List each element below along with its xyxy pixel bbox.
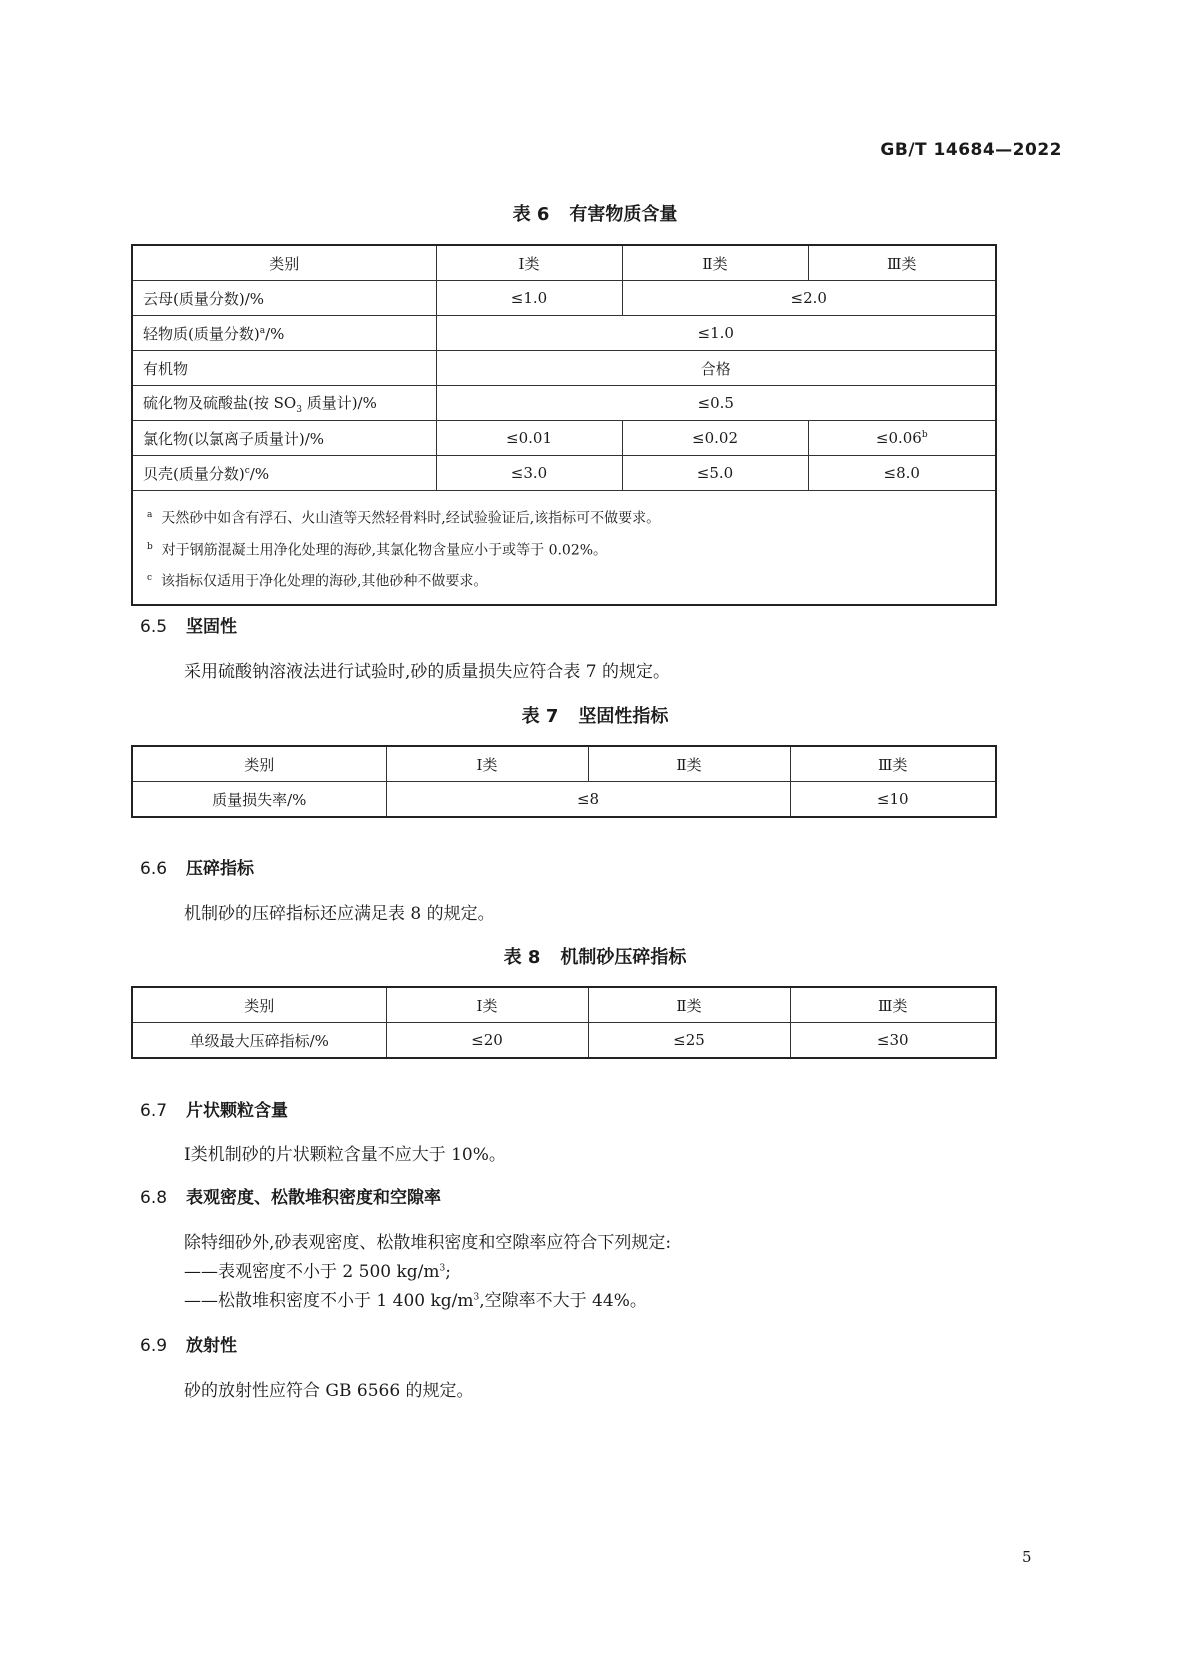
- table7-caption-title: 坚固性指标: [578, 706, 669, 727]
- section-6-8-item-2: [184, 1286, 647, 1311]
- table6-chloride-class3-value: ≤0.06: [875, 429, 922, 447]
- footnote-ref-b: b: [921, 430, 928, 440]
- table8-caption: [0, 943, 1190, 969]
- footnote-ref-a: a: [259, 325, 266, 336]
- section-6-9-number: 6.9: [140, 1336, 168, 1356]
- table8-row-crushing: [132, 1023, 996, 1059]
- table6-chloride-class1: ≤0.01: [436, 421, 622, 456]
- table8-crushing-class1: ≤20: [386, 1023, 588, 1059]
- table7-header-class2: Ⅱ类: [588, 746, 790, 782]
- table6-light-value: ≤1.0: [436, 316, 996, 351]
- footnote-a-text: 天然砂中如含有浮石、火山渣等天然轻骨料时,经试验验证后,该指标可不做要求。: [161, 510, 661, 527]
- table6-row-organic: [132, 351, 996, 386]
- standard-code: GB/T 14684—2022: [880, 140, 1062, 160]
- section-6-5-number: 6.5: [140, 617, 168, 637]
- table7-caption: [0, 702, 1190, 728]
- section-6-8-item-1-text: ——表观密度不小于 2 500 kg/m: [184, 1262, 440, 1282]
- table6-row-light-matter: [132, 316, 996, 351]
- table8-crushing-label: 单级最大压碎指标/%: [132, 1023, 386, 1059]
- section-6-6-title: 压碎指标: [186, 859, 254, 879]
- footnote-c: [147, 564, 983, 596]
- table6-row-shell: [132, 456, 996, 491]
- table6: [131, 244, 997, 606]
- section-6-8-title: 表观密度、松散堆积密度和空隙率: [186, 1188, 441, 1208]
- section-6-6-number: 6.6: [140, 859, 168, 879]
- section-6-6-text: 机制砂的压碎指标还应满足表 8 的规定。: [184, 904, 495, 924]
- table6-shell-class1: ≤3.0: [436, 456, 622, 491]
- table8-header-category: 类别: [132, 987, 386, 1023]
- section-6-8-text: 除特细砂外,砂表观密度、松散堆积密度和空隙率应符合下列规定:: [184, 1233, 672, 1253]
- table8-header-row: [132, 987, 996, 1023]
- footnote-b-text: 对于钢筋混凝土用净化处理的海砂,其氯化物含量应小于或等于 0.02%。: [161, 542, 608, 559]
- section-6-5-text: 采用硫酸钠溶液法进行试验时,砂的质量损失应符合表 7 的规定。: [184, 662, 671, 682]
- table6-organic-label: 有机物: [132, 351, 436, 386]
- section-6-9-text: 砂的放射性应符合 GB 6566 的规定。: [184, 1381, 474, 1401]
- table6-sulfide-label-unit: 质量计)/%: [301, 393, 377, 412]
- table6-header-class2: Ⅱ类: [622, 245, 808, 281]
- table6-header-class3: Ⅲ类: [808, 245, 996, 281]
- table8-header-class1: Ⅰ类: [386, 987, 588, 1023]
- table6-sulfide-label: [132, 386, 436, 421]
- page-number: 5: [1022, 1548, 1032, 1566]
- table6-header-class1: Ⅰ类: [436, 245, 622, 281]
- table6-caption-title: 有害物质含量: [569, 204, 678, 225]
- table6-light-label-text: 轻物质(质量分数): [143, 324, 260, 343]
- footnote-b: [147, 533, 983, 565]
- section-6-9-title: 放射性: [186, 1336, 237, 1356]
- table7-caption-number: 表 7: [521, 706, 559, 727]
- table8: [131, 986, 997, 1059]
- footnote-b-mark: b: [147, 541, 153, 552]
- table6-mica-class2-3: ≤2.0: [622, 281, 996, 316]
- section-6-8-item-1-tail: ;: [445, 1262, 451, 1282]
- section-6-5-title: 坚固性: [186, 617, 237, 637]
- table6-chloride-label: 氯化物(以氯离子质量计)/%: [132, 421, 436, 456]
- table6-header-row: [132, 245, 996, 281]
- table7-mass-loss-class3: ≤10: [790, 782, 996, 818]
- table6-row-chloride: [132, 421, 996, 456]
- table6-caption-number: 表 6: [512, 204, 550, 225]
- table8-header-class3: Ⅲ类: [790, 987, 996, 1023]
- section-6-5-heading: [140, 612, 237, 637]
- table6-shell-class2: ≤5.0: [622, 456, 808, 491]
- table6-footnotes: [132, 491, 996, 605]
- table6-notes-row: [132, 491, 996, 605]
- table8-crushing-class3: ≤30: [790, 1023, 996, 1059]
- table6-shell-label-unit: /%: [249, 464, 270, 483]
- table6-sulfide-value: ≤0.5: [436, 386, 996, 421]
- table7-mass-loss-label: 质量损失率/%: [132, 782, 386, 818]
- footnote-ref-c: c: [244, 465, 250, 476]
- section-6-8-number: 6.8: [140, 1188, 168, 1208]
- table7-header-row: [132, 746, 996, 782]
- table7: [131, 745, 997, 818]
- table6-shell-class3: ≤8.0: [808, 456, 996, 491]
- footnote-c-mark: c: [147, 573, 153, 584]
- section-6-8-item-1: [184, 1257, 451, 1282]
- table6-chloride-class3: [808, 421, 996, 456]
- table8-caption-title: 机制砂压碎指标: [560, 947, 687, 968]
- footnote-a: [147, 501, 983, 533]
- table6-light-label: [132, 316, 436, 351]
- table6-sulfide-label-text: 硫化物及硫酸盐(按 SO: [143, 393, 297, 412]
- section-6-8-item-2-superscript: 3: [473, 1292, 480, 1303]
- section-6-7-heading: [140, 1096, 288, 1121]
- table6-shell-label-text: 贝壳(质量分数): [143, 464, 245, 483]
- table6-row-mica: [132, 281, 996, 316]
- table7-header-class1: Ⅰ类: [386, 746, 588, 782]
- table7-row-mass-loss: [132, 782, 996, 818]
- table6-shell-label: [132, 456, 436, 491]
- table6-organic-value: 合格: [436, 351, 996, 386]
- table6-row-sulfide: [132, 386, 996, 421]
- footnote-a-mark: a: [147, 510, 153, 520]
- section-6-8-item-1-superscript: 3: [439, 1263, 446, 1274]
- section-6-6-heading: [140, 854, 254, 879]
- table8-header-class2: Ⅱ类: [588, 987, 790, 1023]
- table7-header-class3: Ⅲ类: [790, 746, 996, 782]
- section-6-8-item-2-tail: ,空隙率不大于 44%。: [479, 1291, 647, 1311]
- table6-chloride-class2: ≤0.02: [622, 421, 808, 456]
- table6-sulfide-subscript: 3: [296, 404, 302, 415]
- table8-caption-number: 表 8: [503, 947, 541, 968]
- section-6-8-item-2-text: ——松散堆积密度不小于 1 400 kg/m: [184, 1291, 474, 1311]
- table6-light-label-unit: /%: [265, 324, 285, 343]
- section-6-8-heading: [140, 1183, 441, 1208]
- table6-caption: [0, 200, 1190, 226]
- table7-mass-loss-class1-2: ≤8: [386, 782, 790, 818]
- section-6-7-number: 6.7: [140, 1101, 168, 1121]
- table6-mica-label: 云母(质量分数)/%: [132, 281, 436, 316]
- table8-crushing-class2: ≤25: [588, 1023, 790, 1059]
- table6-mica-class1: ≤1.0: [436, 281, 622, 316]
- section-6-7-title: 片状颗粒含量: [186, 1101, 288, 1121]
- section-6-7-text: Ⅰ类机制砂的片状颗粒含量不应大于 10%。: [184, 1145, 506, 1165]
- section-6-9-heading: [140, 1331, 237, 1356]
- footnote-c-text: 该指标仅适用于净化处理的海砂,其他砂种不做要求。: [160, 573, 488, 590]
- table6-header-category: 类别: [132, 245, 436, 281]
- table7-header-category: 类别: [132, 746, 386, 782]
